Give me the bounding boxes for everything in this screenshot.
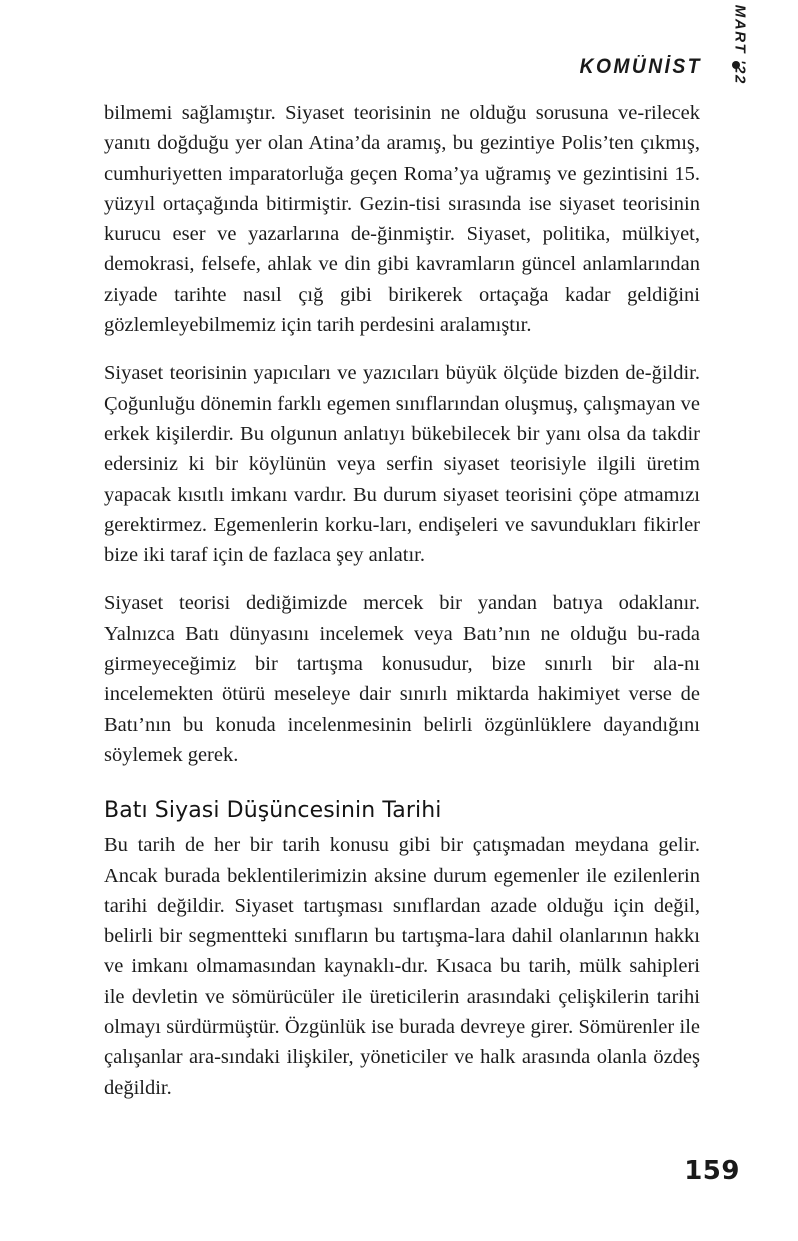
body-paragraph: bilmemi sağlamıştır. Siyaset teorisinin ne olduğu sorusuna ve-rilecek yanıtı doğduğu yer olan Atina’da aramış, bu gezintiye Polis’ten çıkmış, cumhuriyetten imparatorluğa geçen Roma’ya uğramış ve gezintisini 15. yüzyıl ortaçağında bitirmiştir. Gezin-tisi sırasında ise siyaset teorisinin kurucu eser ve yazarlarına de-ğinmiştir. Siyaset, politika, mülkiyet, demokrasi, felsefe, ahlak ve din gibi kavramların güncel anlamlarından ziyade tarihte nasıl çığ gibi birikerek ortaçağa kadar geldiğini gözlemleyebilmemiz için tarih perdesini aralamıştır. [104, 102, 700, 337]
body-paragraph: Siyaset teorisinin yapıcıları ve yazıcıları büyük ölçüde bizden de-ğildir. Çoğunluğu dönemin farklı egemen sınıflarından oluşmuş, çalışmayan ve erkek kişilerdir. Bu olgunun anlatıyı bükebilecek bir yanı olsa da takdir edersiniz ki bir köylünün veya serfin siyaset teorisiyle ilgili üretim yapacak kısıtlı imkanı vardır. Bu durum siyaset teorisini çöpe atmamızı gerektirmez. Egemenlerin korku-ları, endişeleri ve savundukları fikirler bize iki taraf için de fazlaca şey anlatır. [104, 362, 700, 567]
text-column [104, 98, 700, 1103]
body-paragraph: Siyaset teorisi dediğimizde mercek bir yandan batıya odaklanır. Yalnızca Batı dünyasını incelemek veya Batı’nın ne olduğu bu-rada girmeyeceğimiz bir tartışma konusudur, bize sınırlı bir ala-nı incelemekten ötürü meseleye dair sınırlı miktarda hakimiyet verse de Batı’nın bu konuda incelenmesinin belirli özgünlüklere dayandığını söylemek gerek. [104, 592, 700, 766]
issue-date-label: MART '22 [731, 4, 748, 85]
body-paragraph: Bu tarih de her bir tarih konusu gibi bir çatışmadan meydana gelir. Ancak burada beklentilerimizin aksine durum egemenler ile ezilenlerin tarihi değildir. Siyaset tartışması sınıflardan azade olduğu için değil, belirli bir segmentteki sınıfların bu tartışma-lara dahil olanlarının hakkı ve imkanı olmamasından kaynaklı-dır. Kısaca bu tarih, mülk sahipleri ile devletin ve sömürücüler ile üreticilerin arasındaki çelişkilerin tarihi olmayı sürdürmüştür. Özgünlük ise burada devreye girer. Sömürenler ile çalışanlar ara-sındaki ilişkiler, yöneticiler ve halk arasında olanla özdeş değildir. [104, 834, 700, 1099]
page-number: 159 [684, 1156, 740, 1186]
masthead-title: KOMÜNİST [579, 55, 702, 78]
section-heading: Batı Siyasi Düşüncesinin Tarihi [104, 798, 442, 824]
